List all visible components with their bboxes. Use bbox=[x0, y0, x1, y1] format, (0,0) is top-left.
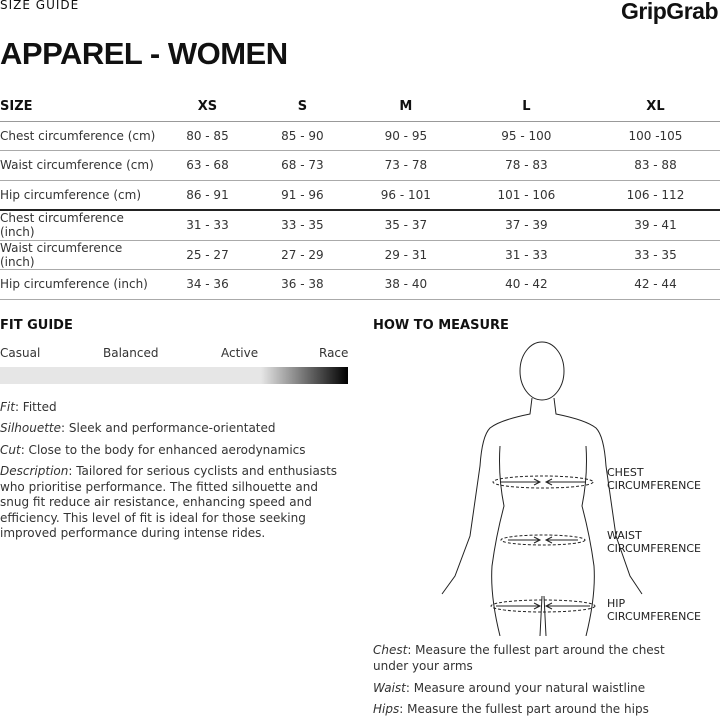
waist-circumference-label: WAIST CIRCUMFERENCE bbox=[607, 529, 701, 555]
table-cell: 40 - 42 bbox=[462, 270, 591, 300]
fit-line: Fit: Fitted bbox=[0, 400, 57, 414]
table-cell: 38 - 40 bbox=[350, 270, 462, 300]
hips-note: Hips: Measure the fullest part around the hips bbox=[373, 702, 649, 716]
column-header: L bbox=[462, 92, 591, 121]
fit-scale-balanced: Balanced bbox=[103, 346, 159, 360]
hip-circumference-label: HIP CIRCUMFERENCE bbox=[607, 597, 701, 623]
table-cell: 42 - 44 bbox=[591, 270, 720, 300]
row-label: Waist circumference (inch) bbox=[0, 240, 160, 270]
table-cell: 95 - 100 bbox=[462, 121, 591, 151]
table-cell: 36 - 38 bbox=[255, 270, 350, 300]
fit-scale-casual: Casual bbox=[0, 346, 41, 360]
table-row bbox=[0, 180, 720, 210]
size-guide-kicker: SIZE GUIDE bbox=[0, 0, 80, 12]
row-label: Chest circumference (inch) bbox=[0, 210, 160, 240]
table-cell: 96 - 101 bbox=[350, 180, 462, 210]
row-label: Chest circumference (cm) bbox=[0, 121, 160, 151]
table-cell: 33 - 35 bbox=[255, 210, 350, 240]
table-cell: 33 - 35 bbox=[591, 240, 720, 270]
table-cell: 106 - 112 bbox=[591, 180, 720, 210]
table-cell: 68 - 73 bbox=[255, 151, 350, 181]
fit-scale-race: Race bbox=[319, 346, 349, 360]
table-cell: 63 - 68 bbox=[160, 151, 255, 181]
table-cell: 91 - 96 bbox=[255, 180, 350, 210]
column-header: S bbox=[255, 92, 350, 121]
waist-note: Waist: Measure around your natural waistline bbox=[373, 681, 646, 695]
table-row bbox=[0, 210, 720, 240]
brand-logo: GripGrab bbox=[621, 0, 718, 24]
how-to-measure-title: HOW TO MEASURE bbox=[373, 318, 509, 333]
description-text: Description: Tailored for serious cyclists and enthusiasts who prioritise performance. The fitted silhouette and snug fit reduce air resistance, enhancing speed and efficiency. This level of fit is ideal for those seeking improved performance during intense rides. bbox=[0, 464, 338, 540]
waist-measure-line bbox=[501, 535, 585, 545]
column-header: M bbox=[350, 92, 462, 121]
table-cell: 85 - 90 bbox=[255, 121, 350, 151]
table-cell: 34 - 36 bbox=[160, 270, 255, 300]
hip-measure-line bbox=[491, 600, 595, 612]
chest-measure-line bbox=[493, 476, 593, 488]
fit-gradient-bar bbox=[0, 367, 348, 384]
chest-note: Chest: Measure the fullest part around the chest under your arms bbox=[373, 643, 665, 673]
table-cell: 27 - 29 bbox=[255, 240, 350, 270]
table-cell: 78 - 83 bbox=[462, 151, 591, 181]
fit-scale-active: Active bbox=[221, 346, 259, 360]
table-row bbox=[0, 151, 720, 181]
table-cell: 83 - 88 bbox=[591, 151, 720, 181]
chest-circumference-label: CHEST CIRCUMFERENCE bbox=[607, 466, 701, 492]
table-cell: 80 - 85 bbox=[160, 121, 255, 151]
table-cell: 35 - 37 bbox=[350, 210, 462, 240]
table-cell: 90 - 95 bbox=[350, 121, 462, 151]
table-row bbox=[0, 240, 720, 270]
table-cell: 39 - 41 bbox=[591, 210, 720, 240]
size-table bbox=[0, 92, 720, 300]
column-header: XL bbox=[591, 92, 720, 121]
silhouette-line: Silhouette: Sleek and performance-orientated bbox=[0, 421, 276, 435]
row-label: Hip circumference (cm) bbox=[0, 180, 160, 210]
table-row bbox=[0, 121, 720, 151]
table-cell: 73 - 78 bbox=[350, 151, 462, 181]
table-cell: 29 - 31 bbox=[350, 240, 462, 270]
row-label: Waist circumference (cm) bbox=[0, 151, 160, 181]
table-cell: 31 - 33 bbox=[462, 240, 591, 270]
column-header: XS bbox=[160, 92, 255, 121]
page-title: APPAREL - WOMEN bbox=[0, 36, 288, 71]
column-header: SIZE bbox=[0, 92, 160, 121]
cut-line: Cut: Close to the body for enhanced aerodynamics bbox=[0, 443, 306, 457]
table-cell: 101 - 106 bbox=[462, 180, 591, 210]
table-cell: 37 - 39 bbox=[462, 210, 591, 240]
table-cell: 86 - 91 bbox=[160, 180, 255, 210]
table-cell: 100 -105 bbox=[591, 121, 720, 151]
table-row bbox=[0, 270, 720, 300]
table-cell: 25 - 27 bbox=[160, 240, 255, 270]
table-cell: 31 - 33 bbox=[160, 210, 255, 240]
row-label: Hip circumference (inch) bbox=[0, 270, 160, 300]
fit-guide-title: FIT GUIDE bbox=[0, 318, 73, 333]
